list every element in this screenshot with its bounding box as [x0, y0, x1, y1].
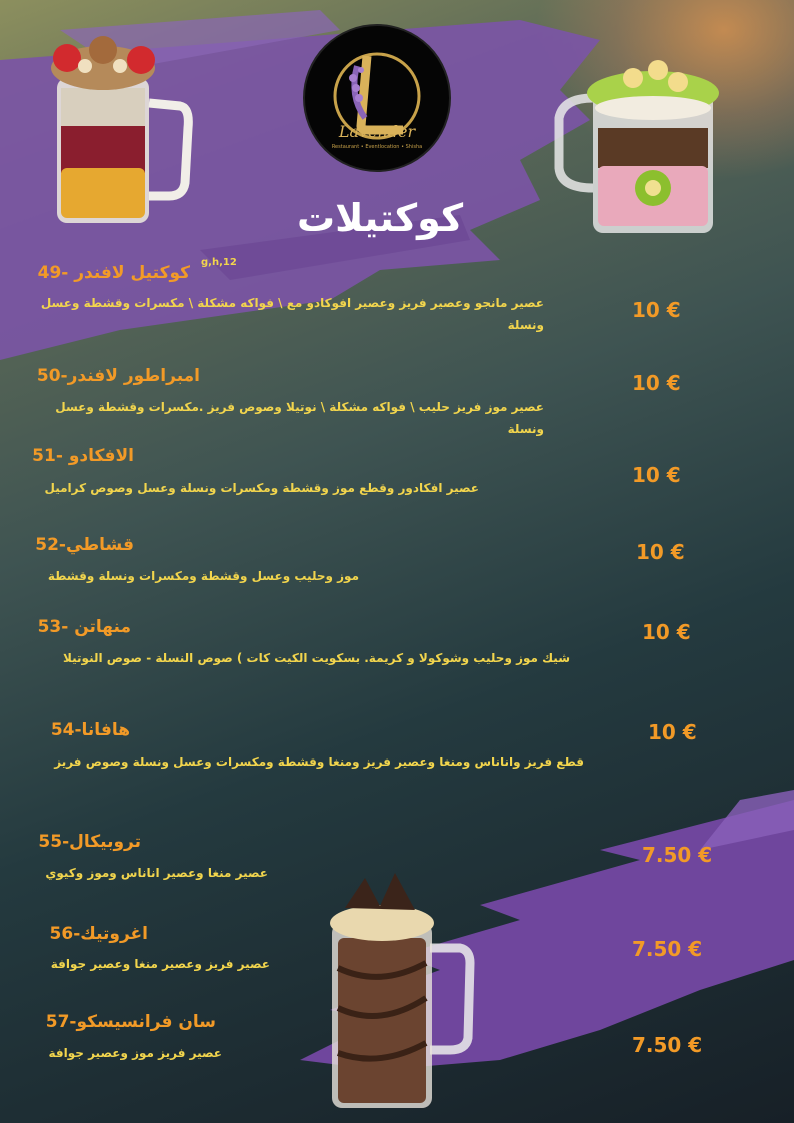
item-name: اغروتيك-56 — [49, 924, 148, 944]
logo-tagline: Restaurant • Eventlocation • Shisha — [331, 144, 423, 150]
item-price: 7.50 € — [642, 843, 713, 867]
item-allergen-code: g,h,12 — [201, 257, 237, 268]
lavender-logo — [303, 24, 451, 172]
item-price: 10 € — [632, 463, 681, 487]
item-description: عصير فريز وعصير منغا وعصير جوافة — [50, 957, 270, 971]
item-price: 7.50 € — [632, 937, 703, 961]
item-name: قشاطي-52 — [35, 535, 134, 555]
item-description: عصير موز فريز حليب \ فواكه مشكلة \ نوتيلا وصوص فريز .مكسرات وقشطة وعسل ونسلة — [55, 400, 544, 436]
item-description: موز وحليب وعسل وقشطة ومكسرات ونسلة وقشطة — [47, 569, 359, 583]
item-price: 10 € — [642, 620, 691, 644]
item-name: هافانا-54 — [50, 720, 130, 740]
item-description: قطع فريز واناناس ومنغا وعصير فريز ومنغا وقشطة ومكسرات وعسل ونسلة وصوص فريز — [54, 755, 584, 769]
item-price: 10 € — [632, 371, 681, 395]
item-description: عصير مانجو وعصير فريز وعصير افوكادو مع \ فواكه مشكلة \ مكسرات وقشطة وعسل ونسلة — [40, 296, 544, 332]
item-description: عصير افكادور وقطع موز وقشطة ومكسرات ونسلة وعسل وصوص كراميل — [44, 481, 479, 495]
page-title: كوكتيلات — [296, 196, 464, 240]
item-description: عصير منغا وعصير اناناس وموز وكيوي — [45, 866, 268, 880]
item-price: 7.50 € — [632, 1033, 703, 1057]
item-name: منهاتن -53 — [37, 617, 131, 637]
item-name: تروبيكال-55 — [38, 832, 141, 852]
item-price: 10 € — [632, 298, 681, 322]
item-name: سان فرانسيسكو-57 — [45, 1012, 216, 1032]
item-description: شيك موز وحليب وشوكولا و كريمة. بسكويت الكيت كات ) صوص النسلة - صوص النوتيلا — [63, 651, 570, 665]
item-name: كوكتيل لافندر -49 — [37, 263, 190, 283]
logo-name: Lavender — [338, 122, 416, 141]
item-price: 10 € — [636, 540, 685, 564]
item-description: عصير فريز موز وعصير جوافة — [48, 1046, 222, 1060]
item-price: 10 € — [648, 720, 697, 744]
item-name: امبراطور لافندر-50 — [36, 366, 200, 386]
chocolate-cocktail-image — [320, 868, 480, 1113]
item-name: الافكادو -51 — [32, 446, 134, 466]
